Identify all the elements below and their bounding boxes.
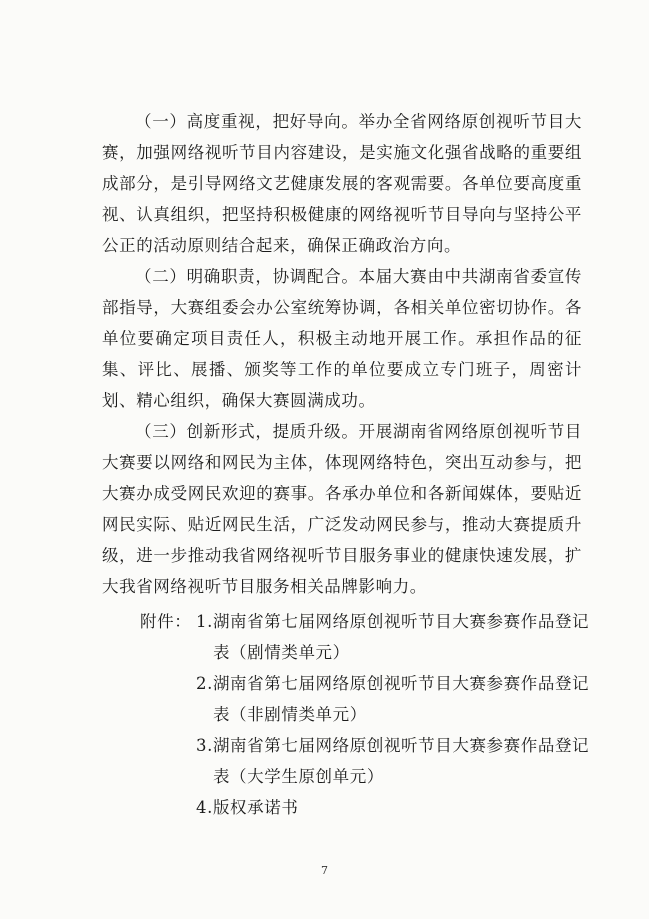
attachment-title: 湖南省第七届网络原创视听节目大赛参赛作品登记表（大学生原创单元） [212,736,590,786]
attachments-label: 附件： [140,612,192,631]
attachment-item-1 [196,606,600,668]
attachments-row [140,606,600,823]
paragraph-2: （二）明确职责，协调配合。本届大赛由中共湖南省委宣传部指导，大赛组委会办公室统筹协调，各相关单位密切协作。各单位要确定项目责任人，积极主动地开展工作。承担作品的征集、评比、展播、颁奖等工作的单位要成立专门班子，周密计划、精心组织，确保大赛圆满成功。 [102,267,582,410]
page-number: 7 [321,864,328,877]
paragraph-1: （一）高度重视，把好导向。举办全省网络原创视听节目大赛，加强网络视听节目内容建设，是实施文化强省战略的重要组成部分，是引导网络文艺健康发展的客观需要。各单位要高度重视、认真组织，把坚持积极健康的网络视听节目导向与坚持公平公正的活动原则结合起来，确保正确政治方向。 [102,112,582,255]
attachment-title: 版权承诺书 [212,798,299,817]
attachment-item-4 [196,792,600,823]
attachments-section [140,606,600,823]
attachment-title: 湖南省第七届网络原创视听节目大赛参赛作品登记表（剧情类单元） [212,612,590,662]
body-text [102,106,582,602]
paragraph-3: （三）创新形式，提质升级。开展湖南省网络原创视听节目大赛要以网络和网民为主体，体现网络特色，突出互动参与，把大赛办成受网民欢迎的赛事。各承办单位和各新闻媒体，要贴近网民实际、贴近网民生活，广泛发动网民参与，推动大赛提质升级，进一步推动我省网络视听节目服务事业的健康快速发展，扩大我省网络视听节目服务相关品牌影响力。 [102,422,582,596]
attachment-number: 3. [196,736,213,755]
attachments-list [196,606,600,823]
attachment-item-2 [196,668,600,730]
attachment-title: 湖南省第七届网络原创视听节目大赛参赛作品登记表（非剧情类单元） [212,674,590,724]
attachment-item-3 [196,730,600,792]
attachment-number: 2. [196,674,213,693]
attachment-number: 1. [196,612,213,631]
attachment-number: 4. [196,798,213,817]
